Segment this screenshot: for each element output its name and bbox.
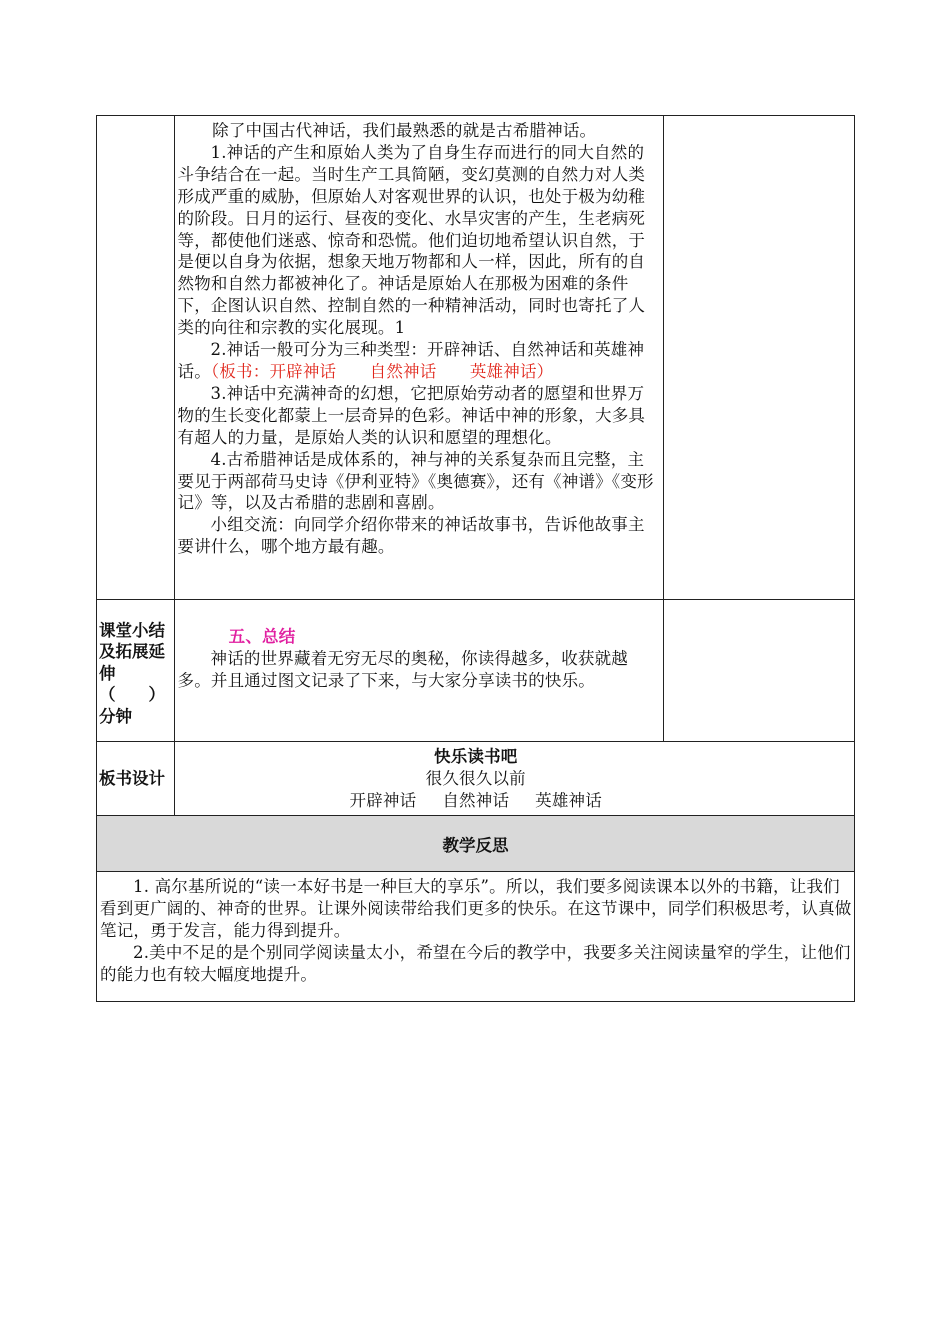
origin-paragraph: 1.神话的产生和原始人类为了自身生存而进行的同大自然的斗争结合在一起。当时生产工具简陋，变幻莫测的自然力对人类形成严重的威胁，但原始人对客观世界的认识，也处于极为幼稚的阶段。日月的运行、昼夜的变化、水旱灾害的产生，生老病死等，都使他们迷惑、惊奇和恐慌。他们迫切地希望认识自然，于是便以自身为依据，想象天地万物都和人一样，因此，所有的自然物和自然力都被神化了。神话是原始人在那极为困难的条件下，企图认识自然、控制自然的一种精神活动，同时也寄托了人类的向往和宗教的实化展现。1 bbox=[177, 142, 646, 338]
lesson-plan-document bbox=[96, 115, 855, 1002]
myth-intro-content bbox=[174, 116, 663, 600]
myth-intro-row bbox=[97, 116, 855, 600]
reflection-content-cell bbox=[97, 872, 855, 1002]
types-paragraph bbox=[178, 339, 661, 383]
board-item: 自然神话 bbox=[442, 790, 510, 810]
summary-row bbox=[97, 600, 855, 742]
summary-content bbox=[174, 600, 663, 742]
board-design-label-cell bbox=[97, 742, 175, 816]
fantasy-paragraph: 3.神话中充满神奇的幻想，它把原始劳动者的愿望和世界万物的生长变化都蒙上一层奇异的色彩。神话中神的形象，大多具有超人的力量，是原始人类的认识和愿望的理想化。 bbox=[177, 383, 646, 447]
board-note-red: （板书：开辟神话 自然神话 英雄神话） bbox=[210, 361, 554, 381]
intro-paragraph: 除了中国古代神话，我们最熟悉的就是古希腊神话。 bbox=[212, 121, 597, 140]
board-design-content bbox=[174, 742, 855, 816]
notes-cell bbox=[663, 116, 854, 600]
lesson-plan-table bbox=[96, 115, 855, 1002]
group-exchange-paragraph: 小组交流：向同学介绍你带来的神话故事书，告诉他故事主要讲什么，哪个地方最有趣。 bbox=[177, 515, 645, 557]
summary-text: 神话的世界藏着无穷无尽的奥秘，你读得越多，收获就越多。并且通过图文记录了下来，与大家分享读书的快乐。 bbox=[177, 648, 628, 690]
board-design-row bbox=[97, 742, 855, 816]
board-item: 开辟神话 bbox=[349, 790, 417, 810]
reflection-paragraph-1: 1. 高尔基所说的“读一本好书是一种巨大的享乐”。所以，我们要多阅读课本以外的书籍，让我们看到更广阔的、神奇的世界。让课外阅读带给我们更多的快乐。在这节课中，同学们积极思考，认真做笔记，勇于发言，能力得到提升。 bbox=[100, 877, 852, 940]
summary-label-cell bbox=[97, 600, 175, 742]
summary-heading bbox=[178, 626, 661, 648]
board-title: 快乐读书吧 bbox=[434, 747, 518, 766]
reflection-paragraph-2: 2.美中不足的是个别同学阅读量太小，希望在今后的教学中，我要多关注阅读量窄的学生，让他们的能力也有较大幅度地提升。 bbox=[100, 942, 851, 984]
empty-label-cell bbox=[97, 116, 175, 600]
summary-label: 课堂小结及拓展延伸（ ）分钟 bbox=[99, 620, 165, 726]
board-items bbox=[178, 790, 775, 812]
types-text: 2.神话一般可分为三种类型：开辟神话、自然神话和英雄神话。 bbox=[177, 340, 645, 381]
reflection-content-row bbox=[97, 872, 855, 1002]
summary-heading-text: 五、总结 bbox=[228, 627, 296, 646]
summary-notes-cell bbox=[663, 600, 854, 742]
board-design-label: 板书设计 bbox=[99, 768, 165, 788]
reflection-title: 教学反思 bbox=[442, 835, 509, 855]
reflection-title-cell bbox=[97, 816, 855, 872]
board-item: 英雄神话 bbox=[535, 790, 602, 810]
board-subtitle: 很久很久以前 bbox=[425, 768, 526, 788]
greek-myth-paragraph: 4.古希腊神话是成体系的，神与神的关系复杂而且完整，主要见于两部荷马史诗《伊利亚特》《奥德赛》，还有《神谱》《变形记》等，以及古希腊的悲剧和喜剧。 bbox=[177, 449, 654, 513]
reflection-title-row bbox=[97, 816, 855, 872]
